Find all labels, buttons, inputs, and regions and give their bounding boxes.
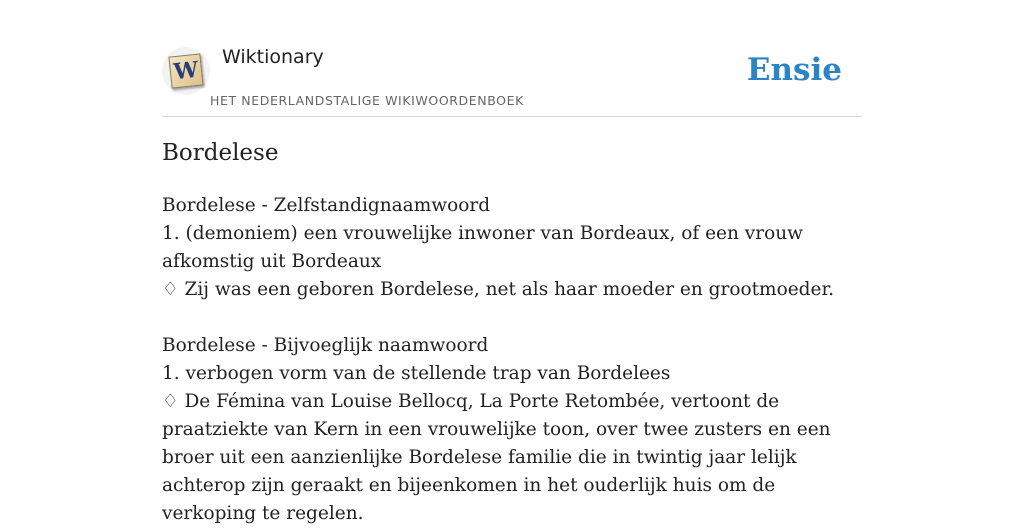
definition-text: 1. verbogen vorm van de stellende trap van Bordelees xyxy=(162,363,671,384)
site-tagline: HET NEDERLANDSTALIGE WIKIWOORDENBOEK xyxy=(210,93,524,108)
entry-section-adjective xyxy=(162,332,862,528)
definition-text: 1. (demoniem) een vrouwelijke inwoner van Bordeaux, of een vrouw afkomstig uit Bordeaux xyxy=(162,223,803,272)
page-title: Bordelese xyxy=(162,140,279,166)
page xyxy=(162,0,862,524)
entry-body xyxy=(162,192,862,528)
entry-section-noun xyxy=(162,192,862,304)
logo-tile-icon: W xyxy=(168,53,203,88)
section-spacer xyxy=(162,304,862,332)
section-heading: Bordelese - Zelfstandignaamwoord xyxy=(162,195,491,216)
example-text: ♢ Zij was een geboren Bordelese, net als haar moeder en grootmoeder. xyxy=(162,279,835,300)
site-name[interactable]: Wiktionary xyxy=(222,46,324,68)
site-header xyxy=(162,0,862,117)
ensie-brand-logo[interactable]: Ensie xyxy=(746,52,842,88)
example-text: ♢ De Fémina van Louise Bellocq, La Porte Retombée, vertoont de praatziekte van Kern in een vrouwelijke toon, over twee zusters en een broer uit een aanzienlijke Bordelese familie die in twintig jaar lelijk achterop zijn geraakt en bijeenkomen in het ouderlijk huis om de verkoping te regelen. xyxy=(162,391,831,524)
section-heading: Bordelese - Bijvoeglijk naamwoord xyxy=(162,335,489,356)
wiktionary-logo[interactable] xyxy=(162,47,210,95)
